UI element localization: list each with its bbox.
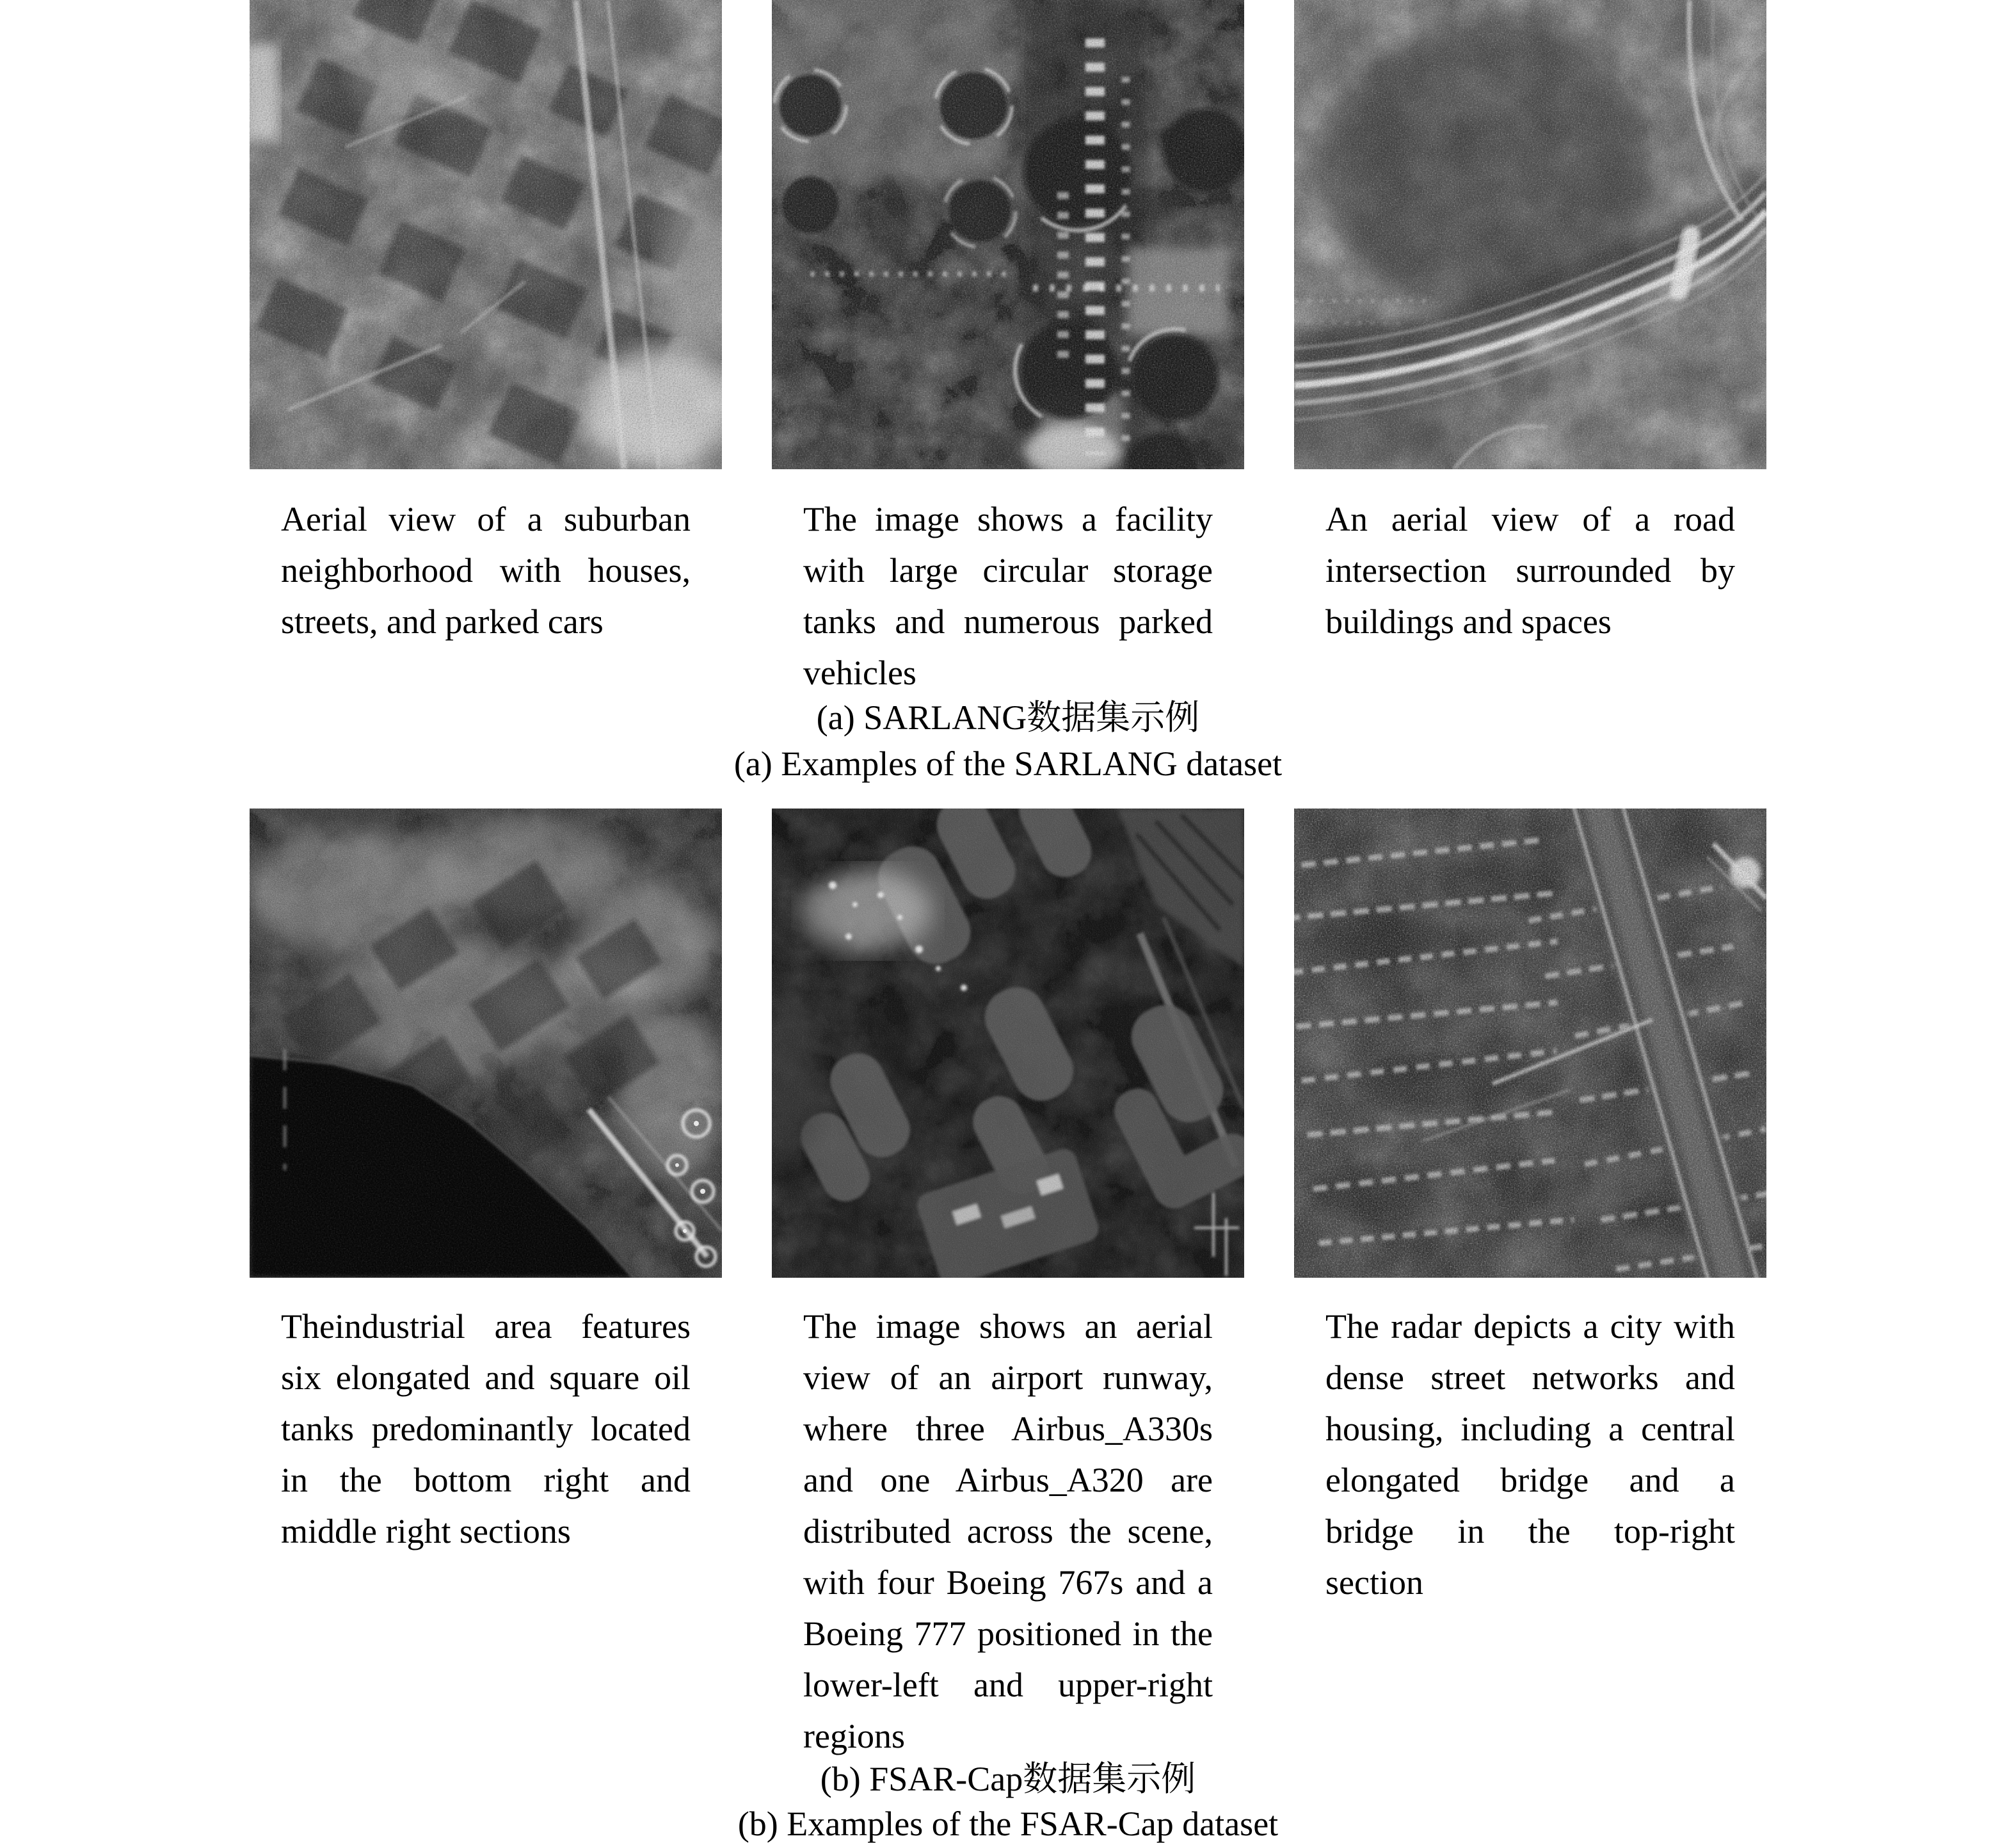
sar-image-road-intersection — [1294, 0, 1766, 469]
image-row-b — [250, 809, 1766, 1278]
image-caption-b1: Theindustrial area features six elongated and square oil tanks predominantly located in the bottom right and middle right sections — [281, 1307, 691, 1550]
sar-image-airport-runway — [772, 809, 1244, 1278]
image-caption-a3: An aerial view of a road intersection surrounded by buildings and spaces — [1325, 500, 1735, 641]
subcaption-b-en: (b) Examples of the FSAR-Cap dataset — [737, 1805, 1279, 1843]
subcaption-a-zh: (a) SARLANG数据集示例 — [816, 698, 1200, 737]
image-caption-a2: The image shows a facility with large circular storage tanks and numerous parked vehicles — [803, 500, 1213, 692]
image-row-a — [250, 0, 1766, 469]
caption-row-b — [250, 1301, 1766, 1762]
image-caption-b3: The radar depicts a city with dense street networks and housing, including a central elongated bridge and a bridge in the top-right section — [1325, 1307, 1735, 1602]
subcaption-a-en: (a) Examples of the SARLANG dataset — [733, 744, 1283, 783]
image-caption-b2: The image shows an aerial view of an airport runway, where three Airbus_A330s and one Airbus_A320 are distributed across the scene, with four Boeing 767s and a Boeing 777 positioned in the lower-left and upper-right regions — [803, 1307, 1213, 1755]
caption-row-a — [250, 494, 1766, 698]
sar-image-storage-tanks-facility — [772, 0, 1244, 469]
subcaption-b-zh: (b) FSAR-Cap数据集示例 — [820, 1760, 1196, 1798]
sar-image-city-bridges — [1294, 809, 1766, 1278]
sar-image-suburban-neighborhood — [250, 0, 722, 469]
sar-image-industrial-harbor — [250, 809, 722, 1278]
image-caption-a1: Aerial view of a suburban neighborhood with houses, streets, and parked cars — [281, 500, 691, 641]
